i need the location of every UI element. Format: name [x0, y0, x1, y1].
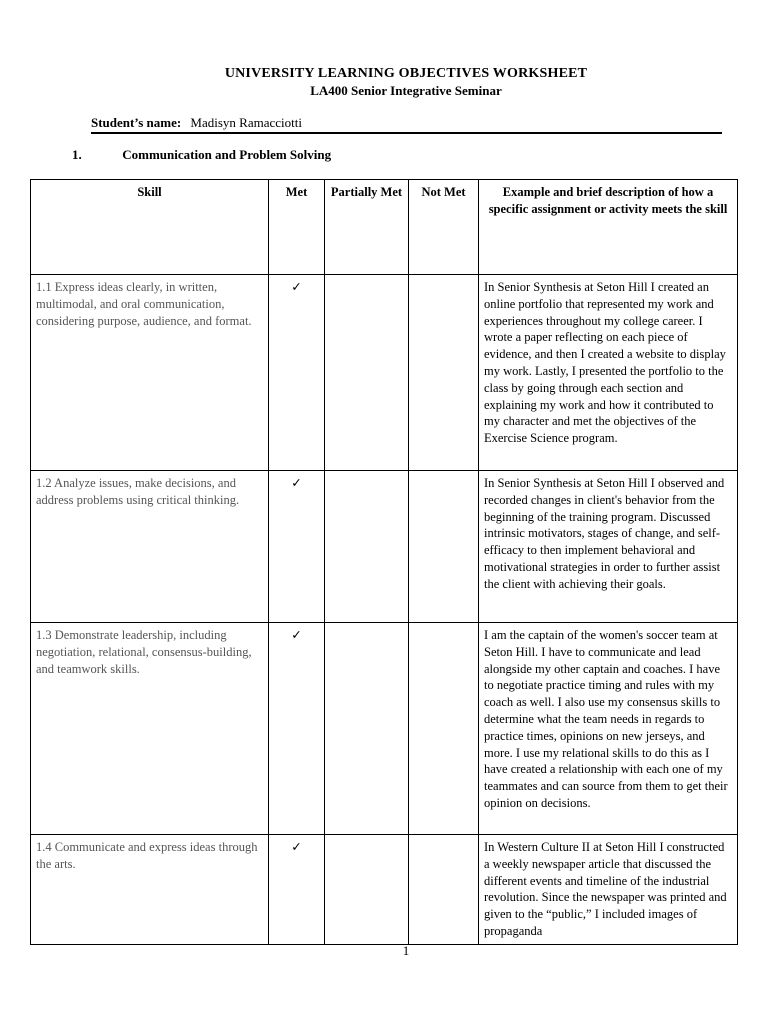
table-row	[31, 623, 738, 835]
page-number: 1	[402, 943, 410, 958]
section-heading	[72, 147, 331, 163]
skill-cell: 1.2 Analyze issues, make decisions, and address problems using critical thinking.	[31, 471, 269, 623]
document-subtitle: LA400 Senior Integrative Seminar	[310, 83, 502, 98]
met-checkmark-icon: ✓	[269, 275, 325, 471]
header-not-met: Not Met	[409, 180, 479, 275]
header-partially-met: Partially Met	[325, 180, 409, 275]
not-met-cell	[409, 471, 479, 623]
example-cell: In Senior Synthesis at Seton Hill I created an online portfolio that represented my work and experiences throughout my college career. I wrote a paper reflecting on each piece of evidence, and then I created a website to display my work. Lastly, I presented the portfolio to the class by going through each section and explaining my work and how it contributed to my character and met the objectives of the Exercise Science program.	[479, 275, 738, 471]
met-checkmark-icon: ✓	[269, 623, 325, 835]
student-name-value: Madisyn Ramacciotti	[190, 115, 302, 130]
partially-met-cell	[325, 471, 409, 623]
table-header-row	[31, 180, 738, 275]
header-met: Met	[269, 180, 325, 275]
not-met-cell	[409, 623, 479, 835]
skills-table	[30, 179, 738, 945]
example-cell: I am the captain of the women's soccer team at Seton Hill. I have to communicate and lead alongside my other captain and coaches. I have to negotiate practice timing and rules with my coach as well. I also use my consensus skills to determine what the team needs in regards to practice times, opinions on new jerseys, and more. I use my relational skills to do this as I have created a relationship with each one of my teammates and can source from them to get their opinion on decisions.	[479, 623, 738, 835]
student-name-row	[91, 115, 722, 134]
section-title: Communication and Problem Solving	[122, 147, 332, 162]
table-row	[31, 471, 738, 623]
section-number: 1.	[72, 147, 82, 162]
met-checkmark-icon: ✓	[269, 835, 325, 945]
not-met-cell	[409, 275, 479, 471]
partially-met-cell	[325, 623, 409, 835]
partially-met-cell	[325, 275, 409, 471]
skill-cell: 1.4 Communicate and express ideas through the arts.	[31, 835, 269, 945]
table-row	[31, 275, 738, 471]
example-cell: In Senior Synthesis at Seton Hill I observed and recorded changes in client's behavior from the beginning of the training program. Discussed intrinsic motivators, stages of change, and self-efficacy to then implement behavioral and motivational strategies in order to further assist the client with achieving their goals.	[479, 471, 738, 623]
student-name-label: Student’s name:	[91, 115, 182, 130]
header-example: Example and brief description of how a specific assignment or activity meets the skill	[479, 180, 738, 275]
example-cell: In Western Culture II at Seton Hill I constructed a weekly newspaper article that discussed the different events and timeline of the industrial revolution. Since the newspaper was printed and given to the “public,” I included images of propaganda	[479, 835, 738, 945]
met-checkmark-icon: ✓	[269, 471, 325, 623]
partially-met-cell	[325, 835, 409, 945]
not-met-cell	[409, 835, 479, 945]
skill-cell: 1.1 Express ideas clearly, in written, multimodal, and oral communication, considering purpose, audience, and format.	[31, 275, 269, 471]
header-skill: Skill	[31, 180, 269, 275]
skill-cell: 1.3 Demonstrate leadership, including negotiation, relational, consensus-building, and teamwork skills.	[31, 623, 269, 835]
document-title: UNIVERSITY LEARNING OBJECTIVES WORKSHEET	[224, 66, 588, 81]
table-row	[31, 835, 738, 945]
